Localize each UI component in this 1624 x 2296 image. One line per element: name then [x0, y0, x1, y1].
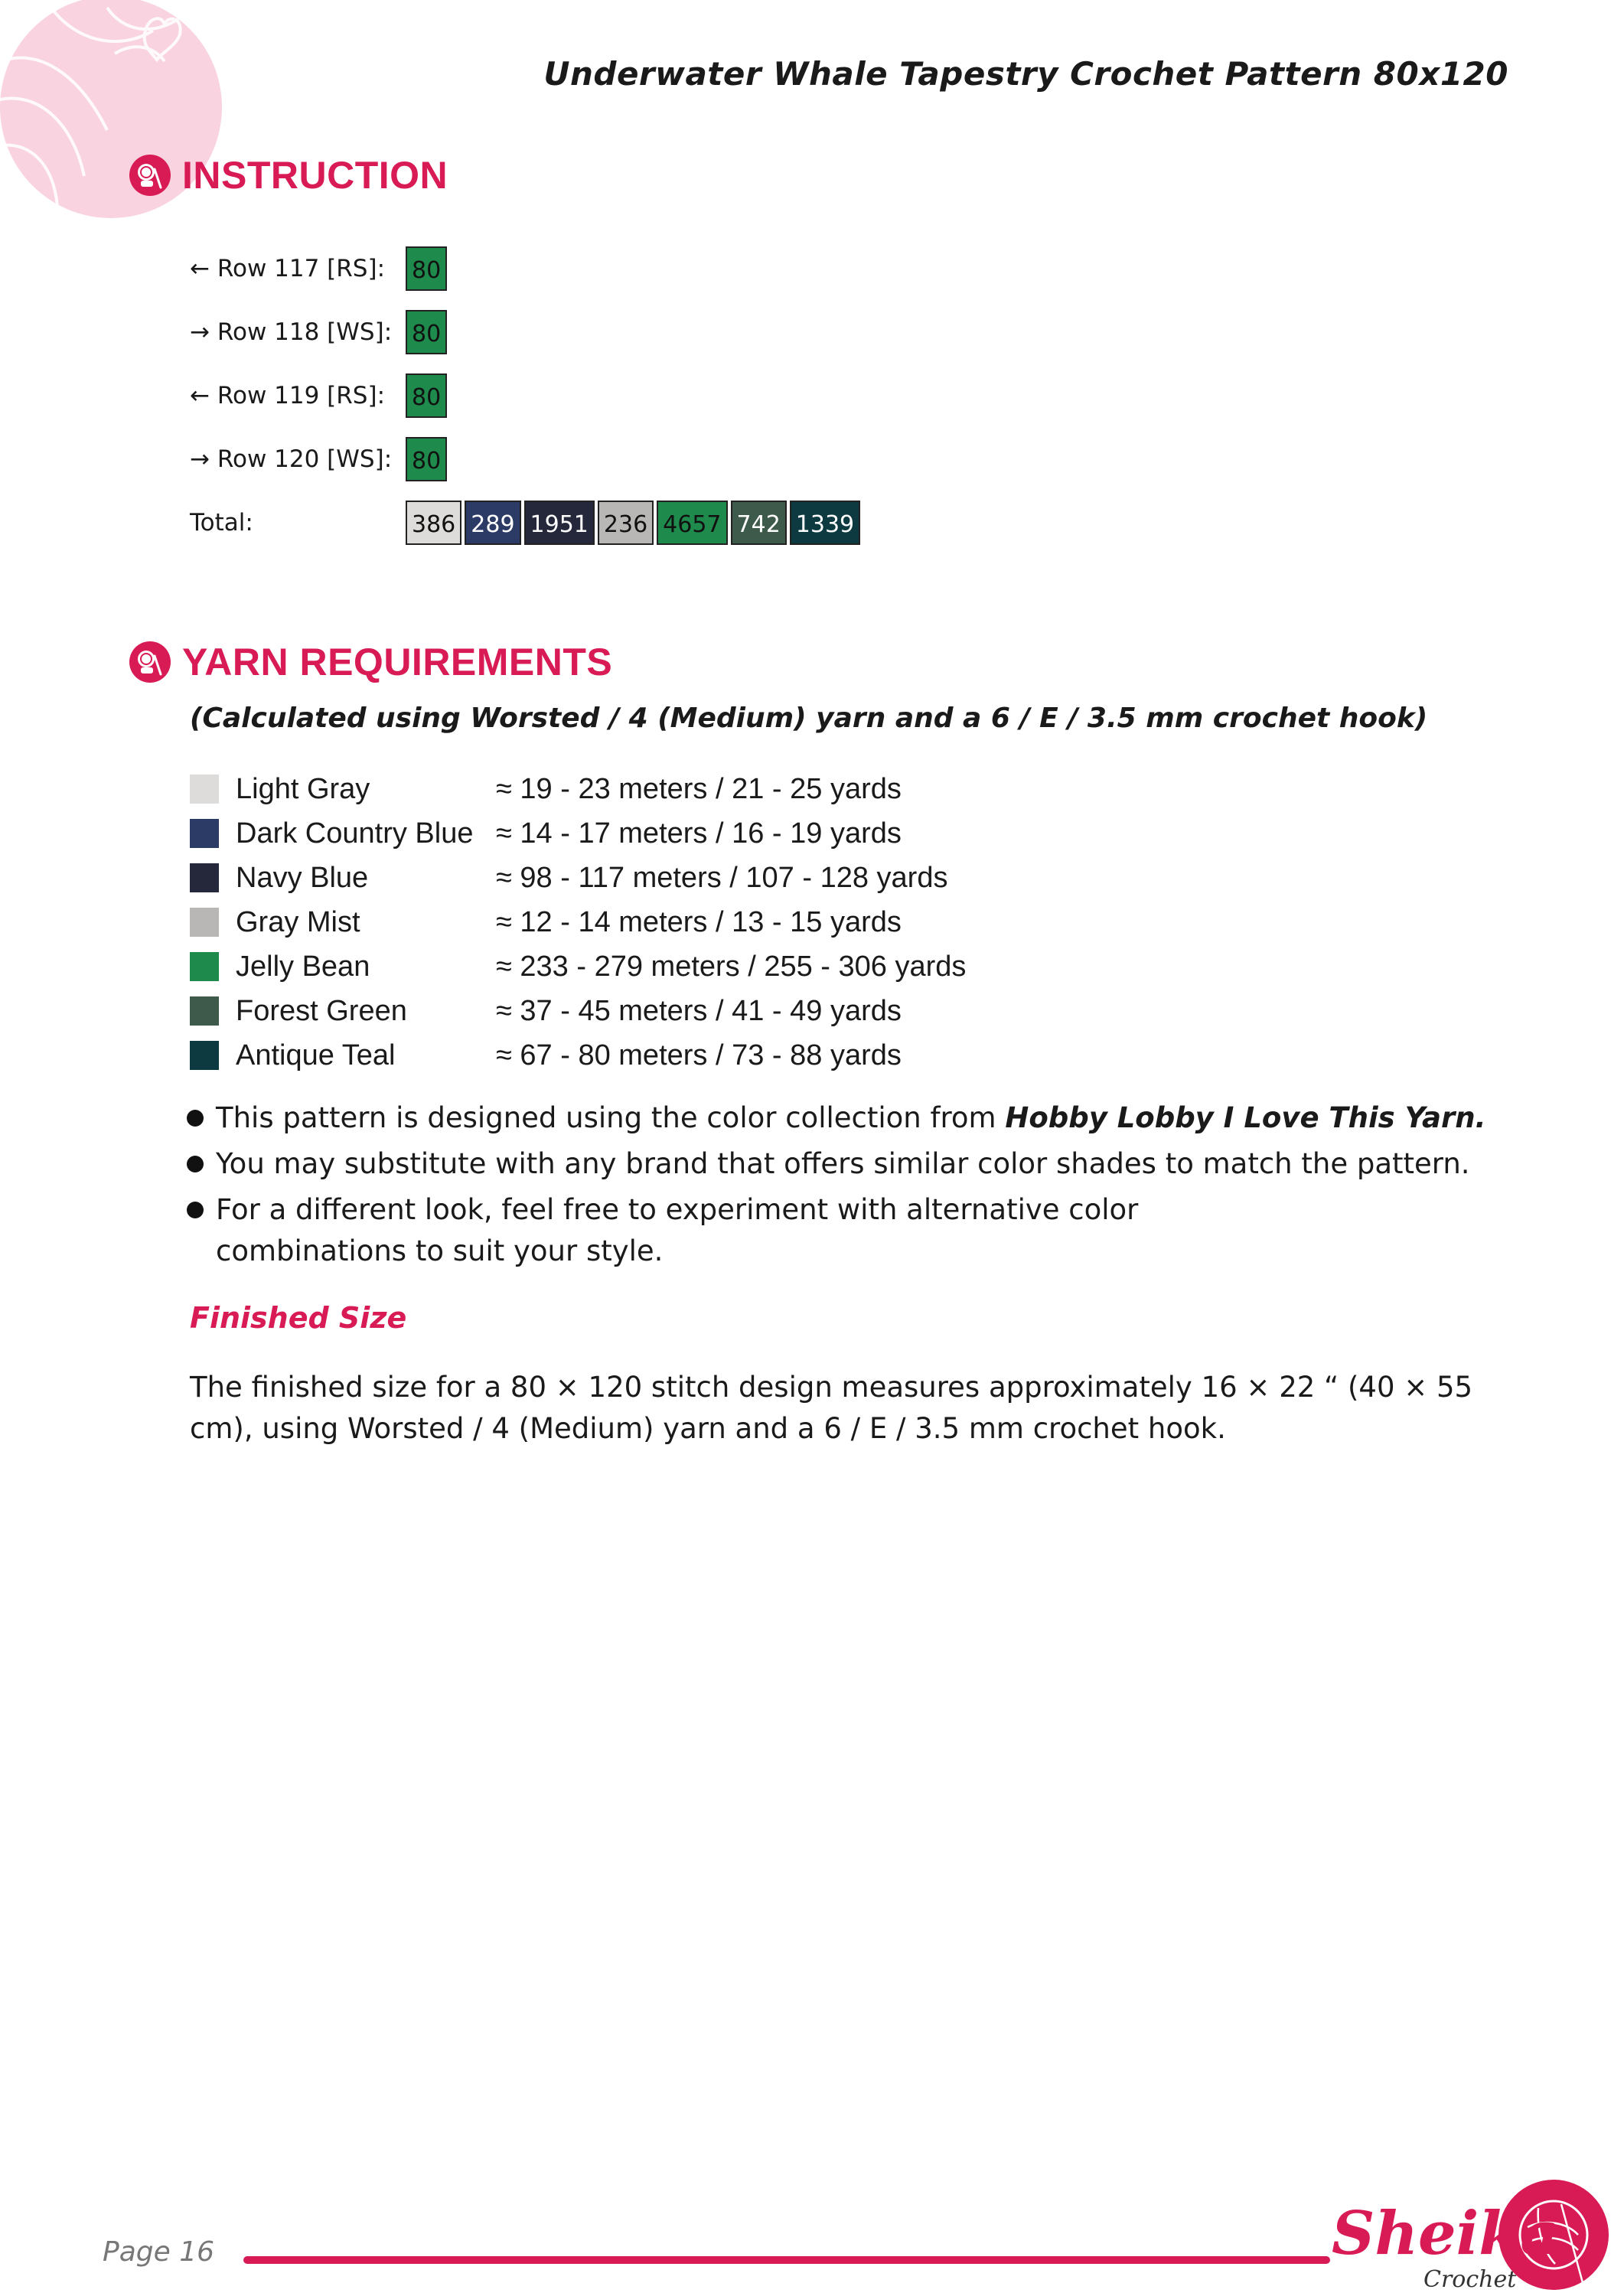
total-cell-forest-green: 742 — [731, 501, 787, 545]
row-label: → Row 120 [WS]: — [190, 445, 393, 473]
total-cell-dark-country-blue: 289 — [465, 501, 520, 545]
color-swatch — [190, 863, 219, 892]
note-item — [185, 1189, 1310, 1272]
yarn-item — [190, 1033, 966, 1078]
yarn-item — [190, 767, 966, 811]
footer-divider — [243, 2256, 1330, 2264]
row-line-119 — [190, 370, 447, 421]
color-swatch — [190, 996, 219, 1026]
yarn-calculation-note: (Calculated using Worsted / 4 (Medium) yarn and a 6 / E / 3.5 mm crochet hook) — [190, 703, 1428, 734]
row-cells — [406, 310, 447, 354]
yarn-amount: ≈ 67 - 80 meters / 73 - 88 yards — [496, 1039, 902, 1071]
instruction-heading-label: INSTRUCTION — [182, 154, 448, 197]
note-text: You may substitute with any brand that offers similar color shades to match the pattern. — [216, 1147, 1470, 1180]
bullet-icon — [187, 1202, 204, 1218]
stitch-count-cell: 80 — [406, 437, 447, 481]
yarn-amount: ≈ 19 - 23 meters / 21 - 25 yards — [496, 772, 902, 805]
yarn-name: Light Gray — [236, 772, 370, 805]
document-title: Underwater Whale Tapestry Crochet Pattern 80x120 — [543, 55, 1508, 93]
total-cell-antique-teal: 1339 — [790, 501, 860, 545]
row-line-118 — [190, 307, 447, 357]
row-cells — [406, 246, 447, 291]
total-cell-light-gray: 386 — [406, 501, 461, 545]
yarn-name: Jelly Bean — [236, 950, 370, 983]
note-item — [185, 1143, 1517, 1185]
yarn-name: Navy Blue — [236, 861, 369, 894]
logo-subtext: Crochet — [1423, 2266, 1517, 2293]
yarn-amount: ≈ 233 - 279 meters / 255 - 306 yards — [496, 950, 967, 983]
color-swatch — [190, 952, 219, 981]
yarn-amount: ≈ 98 - 117 meters / 107 - 128 yards — [496, 861, 948, 894]
row-label: → Row 118 [WS]: — [190, 318, 393, 346]
logo-wordmark: Sheika — [1332, 2199, 1559, 2268]
note-item — [185, 1097, 1517, 1139]
yarn-name: Gray Mist — [236, 905, 360, 938]
yarn-badge-icon — [129, 154, 171, 197]
yarn-amount: ≈ 37 - 45 meters / 41 - 49 yards — [496, 994, 902, 1027]
total-label: Total: — [190, 509, 253, 536]
finished-size-text: The finished size for a 80 × 120 stitch design measures approximately 16 × 22 “ (40 × 55 cm), using Worsted / 4 (Medium) yarn and a 6 / E / 3.5 mm crochet hook. — [190, 1371, 1473, 1445]
note-text: This pattern is designed using the color collection from — [216, 1101, 1006, 1134]
finished-size-heading: Finished Size — [190, 1301, 407, 1335]
yarn-name: Antique Teal — [236, 1039, 396, 1071]
color-swatch — [190, 908, 219, 937]
yarn-name: Dark Country Blue — [236, 817, 474, 850]
total-cell-navy-blue: 1951 — [524, 501, 595, 545]
row-cells — [406, 373, 447, 418]
stitch-count-cell: 80 — [406, 310, 447, 354]
yarn-notes — [185, 1097, 1517, 1277]
yarn-list — [190, 767, 966, 1078]
page-number: Page 16 — [103, 2236, 215, 2268]
row-line-120 — [190, 434, 447, 484]
color-swatch — [190, 775, 219, 804]
total-cells — [406, 501, 860, 545]
yarn-item — [190, 900, 966, 944]
total-cell-jelly-bean: 4657 — [657, 501, 727, 545]
total-cell-gray-mist: 236 — [598, 501, 654, 545]
yarn-item — [190, 944, 966, 989]
row-label: ← Row 117 [RS]: — [190, 255, 386, 282]
bullet-icon — [187, 1110, 204, 1127]
yarn-requirements-heading-label: YARN REQUIREMENTS — [182, 641, 613, 683]
yarn-amount: ≈ 12 - 14 meters / 13 - 15 yards — [496, 905, 902, 938]
total-line — [190, 497, 860, 548]
yarn-requirements-heading — [129, 640, 612, 684]
color-swatch — [190, 819, 219, 848]
yarn-badge-icon — [129, 641, 171, 683]
row-cells — [406, 437, 447, 481]
bullet-icon — [187, 1156, 204, 1172]
yarn-item — [190, 989, 966, 1033]
stitch-count-cell: 80 — [406, 246, 447, 291]
row-label: ← Row 119 [RS]: — [190, 382, 386, 409]
color-swatch — [190, 1041, 219, 1070]
yarn-name: Forest Green — [236, 994, 407, 1027]
yarn-item — [190, 856, 966, 900]
row-line-117 — [190, 243, 447, 294]
yarn-item — [190, 811, 966, 856]
note-text: For a different look, feel free to experiment with alternative color combinations to suit your style. — [216, 1193, 1139, 1267]
instruction-heading — [129, 153, 448, 197]
yarn-amount: ≈ 14 - 17 meters / 16 - 19 yards — [496, 817, 902, 850]
stitch-count-cell: 80 — [406, 373, 447, 418]
brand-name: Hobby Lobby I Love This Yarn. — [1005, 1101, 1486, 1134]
sheika-crochet-logo — [1332, 2174, 1615, 2296]
